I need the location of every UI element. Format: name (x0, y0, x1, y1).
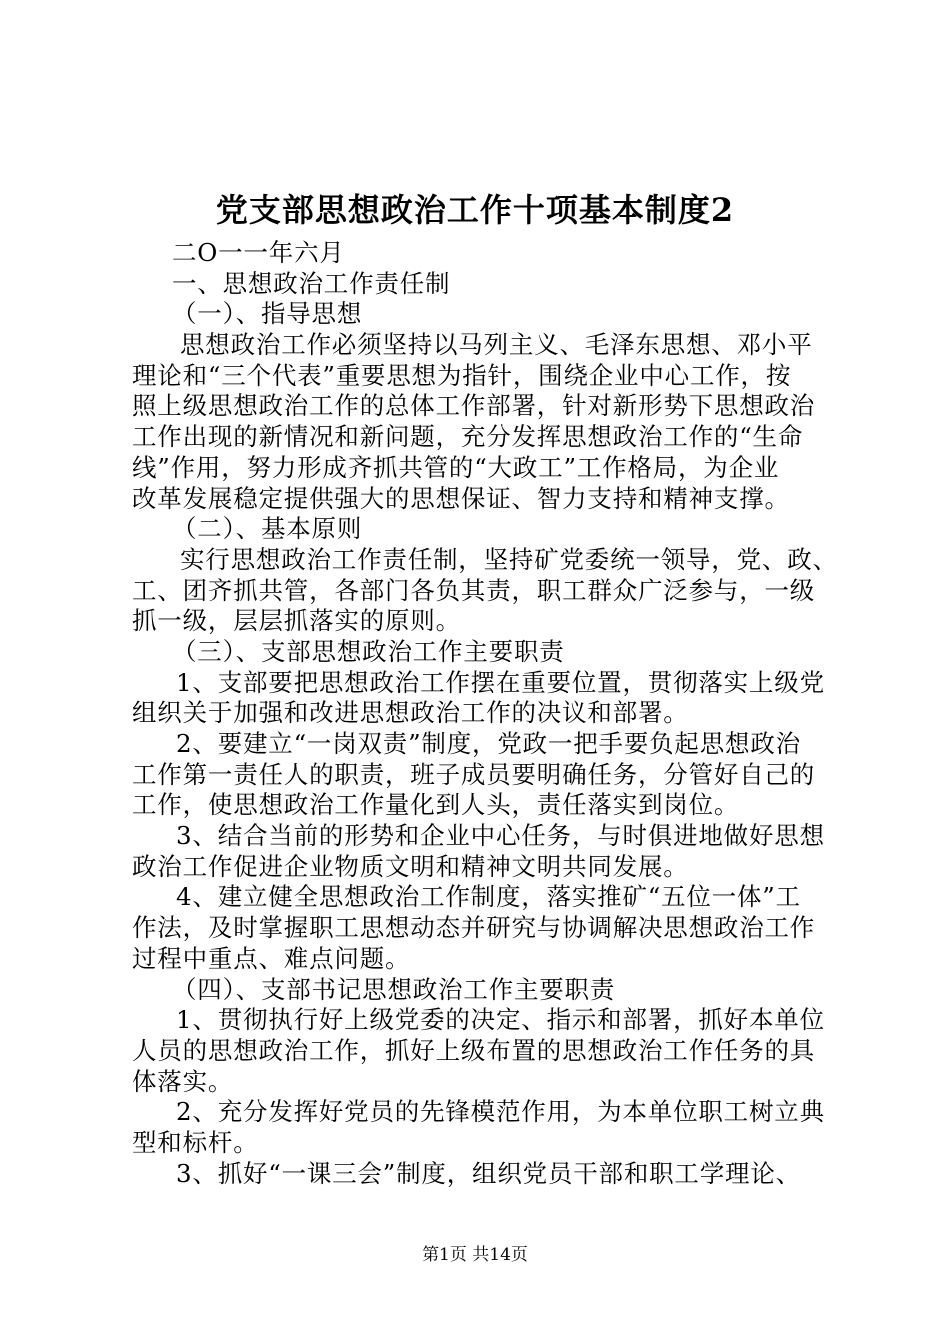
paragraph-line: 作法，及时掌握职工思想动态并研究与协调解决思想政治工作 (132, 913, 816, 943)
document-title: 党支部思想政治工作十项基本制度2 (215, 191, 735, 229)
paragraph-line: 型和标杆。 (132, 1127, 259, 1157)
document-body (132, 238, 838, 1189)
paragraph-line: 线”作用，努力形成齐抓共管的“大政工”工作格局，为企业 (132, 452, 780, 482)
subsection-heading: （一）、指导思想 (172, 299, 363, 329)
date-line: 二O一一年六月 (172, 238, 345, 267)
paragraph-line: 工作出现的新情况和新问题，充分发挥思想政治工作的“生命 (132, 422, 804, 452)
list-item-line: 2、充分发挥好党员的先锋模范作用，为本单位职工树立典 (176, 1097, 825, 1127)
paragraph-line: 改革发展稳定提供强大的思想保证、智力支持和精神支撑。 (132, 483, 790, 513)
paragraph-line: 体落实。 (132, 1066, 234, 1096)
paragraph-line: 实行思想政治工作责任制，坚持矿党委统一领导，党、政、 (180, 544, 838, 574)
paragraph-line: 工作，使思想政治工作量化到人头，责任落实到岗位。 (132, 790, 740, 820)
list-item-line: 1、贯彻执行好上级党委的决定、指示和部署，抓好本单位 (176, 1005, 825, 1035)
paragraph-line: 工作第一责任人的职责，班子成员要明确任务，分管好自己的 (132, 759, 816, 789)
page-footer: 第1页 共14页 (422, 1245, 528, 1265)
subsection-heading: （四）、支部书记思想政治工作主要职责 (172, 974, 616, 1004)
paragraph-line: 工、团齐抓共管，各部门各负其责，职工群众广泛参与，一级 (132, 575, 816, 605)
paragraph-line: 组织关于加强和改进思想政治工作的决议和部署。 (132, 698, 689, 728)
paragraph-line: 人员的思想政治工作，抓好上级布置的思想政治工作任务的具 (132, 1035, 816, 1065)
list-item-line: 3、抓好“一课三会”制度，组织党员干部和职工学理论、 (176, 1158, 801, 1188)
list-item-line: 2、要建立“一岗双责”制度，党政一把手要负起思想政治 (176, 729, 801, 758)
paragraph-line: 理论和“三个代表”重要思想为指针，围绕企业中心工作，按 (132, 360, 792, 390)
list-item-line: 1、支部要把思想政治工作摆在重要位置，贯彻落实上级党 (176, 667, 825, 697)
section-heading: 一、思想政治工作责任制 (172, 268, 451, 298)
subsection-heading: （二）、基本原则 (172, 514, 363, 544)
list-item-line: 4、建立健全思想政治工作制度，落实推矿“五位一体”工 (176, 882, 801, 912)
list-item-line: 3、结合当前的形势和企业中心任务，与时俱进地做好思想 (176, 821, 825, 851)
subsection-heading: （三）、支部思想政治工作主要职责 (172, 636, 565, 666)
paragraph-line: 政治工作促进企业物质文明和精神文明共同发展。 (132, 851, 689, 881)
paragraph-line: 过程中重点、难点问题。 (132, 943, 411, 973)
paragraph-line: 照上级思想政治工作的总体工作部署，针对新形势下思想政治 (132, 391, 816, 421)
paragraph-line: 思想政治工作必须坚持以马列主义、毛泽东思想、邓小平 (180, 330, 813, 360)
paragraph-line: 抓一级，层层抓落实的原则。 (132, 606, 461, 636)
